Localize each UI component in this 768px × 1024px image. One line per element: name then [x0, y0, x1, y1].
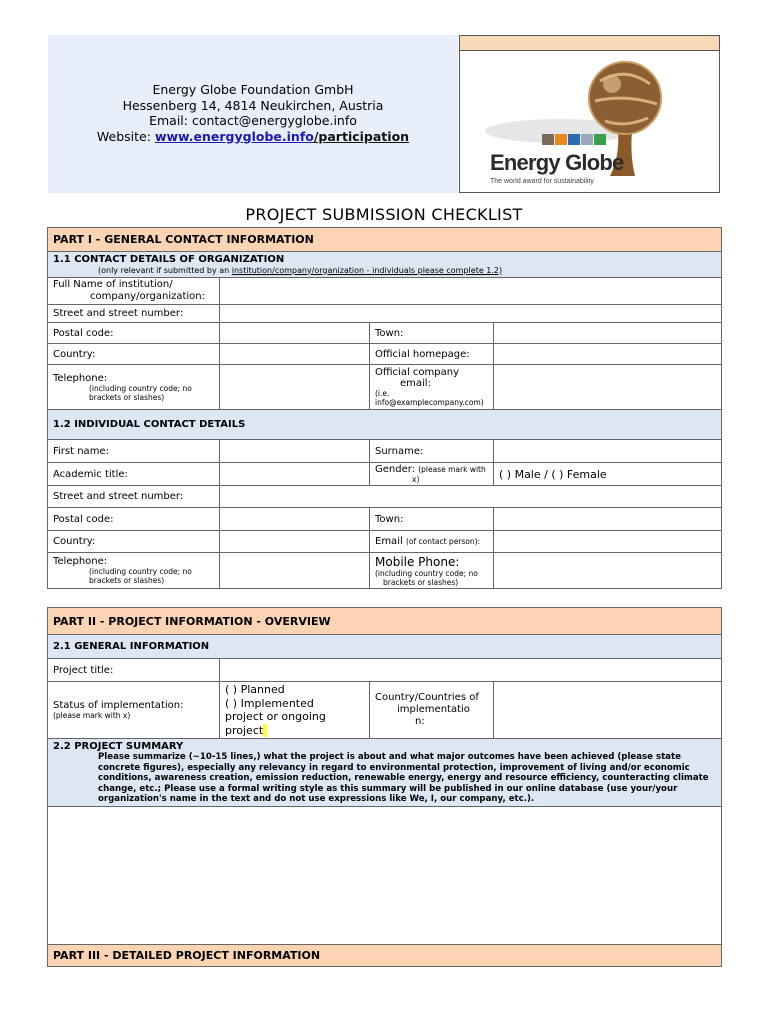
element-youth-icon	[594, 134, 606, 145]
org-street-field[interactable]	[220, 305, 722, 323]
person-country-field[interactable]	[220, 531, 370, 553]
website-label: Website:	[96, 128, 155, 144]
project-title-label: Project title:	[48, 659, 220, 682]
org-postal-label: Postal code:	[48, 323, 220, 344]
org-email-note-1: (i.e.	[375, 389, 390, 398]
org-homepage-field[interactable]	[494, 344, 722, 365]
mobile-note-1: (including country code; no	[375, 568, 478, 578]
status-label	[48, 682, 220, 739]
org-address: Hessenberg 14, 4814 Neukirchen, Austria	[122, 97, 384, 113]
project-title-row	[48, 659, 722, 682]
element-earth-icon	[542, 134, 554, 145]
person-postal-field[interactable]	[220, 508, 370, 531]
person-country-row	[48, 531, 722, 553]
s22-heading-row	[48, 739, 722, 807]
gender-note-2: x)	[412, 474, 420, 484]
gender-options[interactable]: ( ) Male / ( ) Female	[494, 463, 722, 486]
org-email-field[interactable]	[494, 365, 722, 410]
person-telephone-note-1: (including country code; no	[89, 567, 192, 576]
part3-heading: PART III - DETAILED PROJECT INFORMATION	[48, 945, 722, 967]
surname-field[interactable]	[494, 440, 722, 463]
person-telephone-note-2: brackets or slashes)	[89, 576, 165, 585]
status-option-ongoing[interactable]: project or ongoing	[225, 710, 326, 723]
person-street-field[interactable]	[220, 486, 722, 508]
person-country-label: Country:	[48, 531, 220, 553]
org-town-field[interactable]	[494, 323, 722, 344]
org-name-label	[48, 278, 220, 305]
academic-title-label: Academic title:	[48, 463, 220, 486]
part3-heading-row	[48, 945, 722, 967]
text-cursor-highlight	[263, 724, 267, 737]
org-name: Energy Globe Foundation GmbH	[152, 82, 354, 97]
person-postal-label: Postal code:	[48, 508, 220, 531]
s11-heading-row	[48, 252, 722, 278]
person-email-label	[370, 531, 494, 553]
mobile-note-2: brackets or slashes)	[383, 577, 459, 587]
org-country-row	[48, 344, 722, 365]
status-option-project: project	[225, 723, 264, 737]
first-name-label: First name:	[48, 440, 220, 463]
person-email-title: Email	[375, 536, 406, 547]
s12-heading-row	[48, 410, 722, 440]
status-option-implemented[interactable]: ( ) Implemented	[225, 696, 314, 710]
s22-heading	[48, 739, 722, 807]
part2-heading-row	[48, 608, 722, 635]
status-title: Status of implementation:	[53, 700, 184, 711]
org-postal-row	[48, 323, 722, 344]
logo-brand: Energy Globe	[490, 150, 624, 175]
org-website	[48, 129, 458, 145]
logo-panel	[459, 35, 720, 193]
person-postal-row	[48, 508, 722, 531]
org-telephone-row	[48, 365, 722, 410]
person-email-field[interactable]	[494, 531, 722, 553]
s11-heading	[48, 252, 722, 278]
org-telephone-note-1: (including country code; no	[89, 383, 192, 393]
org-postal-field[interactable]	[220, 323, 370, 344]
person-street-row	[48, 486, 722, 508]
countries-label	[370, 682, 494, 739]
org-street-label: Street and street number:	[48, 305, 220, 323]
element-air-icon	[581, 134, 593, 145]
org-name-label-1: Full Name of institution/	[53, 279, 173, 290]
website-link-path[interactable]: /participation	[313, 128, 410, 144]
org-telephone-note-2: brackets or slashes)	[89, 392, 165, 402]
gender-note-1: (please mark with	[418, 464, 486, 474]
org-telephone-label	[48, 365, 220, 410]
org-telephone-field[interactable]	[220, 365, 370, 410]
s22-title: 2.2 PROJECT SUMMARY	[53, 741, 184, 752]
person-email-note: (of contact person):	[405, 537, 481, 546]
status-row	[48, 682, 722, 739]
header-contact	[48, 82, 458, 144]
org-town-label: Town:	[370, 323, 494, 344]
org-name-field[interactable]	[220, 278, 722, 305]
summary-textarea[interactable]	[48, 807, 722, 945]
s21-heading: 2.1 GENERAL INFORMATION	[48, 635, 722, 659]
status-options[interactable]	[220, 682, 370, 739]
s11-note-underlined: institution/company/organization - individuals please complete 1.2)	[231, 265, 503, 275]
org-country-label: Country:	[48, 344, 220, 365]
website-link[interactable]: www.energyglobe.info	[154, 128, 314, 144]
logo-top-bar	[459, 35, 720, 51]
academic-title-field[interactable]	[220, 463, 370, 486]
org-street-row	[48, 305, 722, 323]
org-homepage-label: Official homepage:	[370, 344, 494, 365]
gender-title: Gender:	[375, 463, 416, 475]
part2-table	[47, 607, 722, 967]
trophy-highlight	[603, 75, 621, 93]
countries-title-3: n:	[415, 716, 425, 727]
element-water-icon	[568, 134, 580, 145]
project-title-field[interactable]	[220, 659, 722, 682]
org-name-label-2: company/organization:	[90, 291, 206, 302]
org-email-title-2: email:	[400, 378, 431, 389]
part1-heading: PART I - GENERAL CONTACT INFORMATION	[48, 228, 722, 252]
countries-title-1: Country/Countries of	[375, 692, 479, 703]
s21-heading-row	[48, 635, 722, 659]
person-town-label: Town:	[370, 508, 494, 531]
person-street-label: Street and street number:	[48, 486, 220, 508]
s11-title: 1.1 CONTACT DETAILS OF ORGANIZATION	[53, 253, 285, 265]
person-telephone-field[interactable]	[220, 553, 370, 589]
mobile-label	[370, 553, 494, 589]
s12-heading: 1.2 INDIVIDUAL CONTACT DETAILS	[48, 410, 722, 440]
summary-row	[48, 807, 722, 945]
first-name-field[interactable]	[220, 440, 370, 463]
gender-label	[370, 463, 494, 486]
page-title: PROJECT SUBMISSION CHECKLIST	[245, 205, 523, 224]
part2-heading: PART II - PROJECT INFORMATION - OVERVIEW	[48, 608, 722, 635]
person-telephone-row	[48, 553, 722, 589]
person-town-field[interactable]	[494, 508, 722, 531]
s22-instructions: Please summarize (~10-15 lines,) what the project is about and what major outcomes have been achieved (please state concrete figures), especially any relevancy in regard to environmental protection, improvement of living and/or economic conditions, awareness creation, emission reduction, renewable energy, energy and resource efficiency, counteracting climate change, etc.; Please use a formal writing style as this summary will be published in our online database (use your/your organization's name in the text and do not use expressions like We, I, our company, etc.).	[98, 752, 709, 804]
mobile-field[interactable]	[494, 553, 722, 589]
s11-note-pre: (only relevant if submitted by an	[98, 265, 232, 275]
element-fire-icon	[555, 134, 567, 145]
person-telephone-label	[48, 553, 220, 589]
mobile-title: Mobile Phone:	[375, 554, 460, 569]
energy-globe-logo	[460, 36, 719, 192]
s11-note	[53, 265, 716, 276]
org-name-row	[48, 278, 722, 305]
surname-label: Surname:	[370, 440, 494, 463]
org-country-field[interactable]	[220, 344, 370, 365]
logo-tagline: The world award for sustainability	[490, 178, 594, 185]
person-name-row	[48, 440, 722, 463]
org-email-label	[370, 365, 494, 410]
part1-table	[47, 227, 722, 589]
org-email-title-1: Official company	[375, 367, 459, 378]
person-telephone-title: Telephone:	[53, 556, 108, 567]
org-telephone-title: Telephone:	[53, 372, 108, 384]
part1-heading-row	[48, 228, 722, 252]
academic-row	[48, 463, 722, 486]
org-email: Email: contact@energyglobe.info	[149, 113, 357, 128]
status-note: (please mark with x)	[53, 711, 131, 720]
countries-field[interactable]	[494, 682, 722, 739]
org-email-note-2: info@examplecompany.com)	[375, 398, 484, 407]
countries-title-2: implementatio	[397, 704, 470, 715]
status-option-planned[interactable]: ( ) Planned	[225, 683, 285, 696]
